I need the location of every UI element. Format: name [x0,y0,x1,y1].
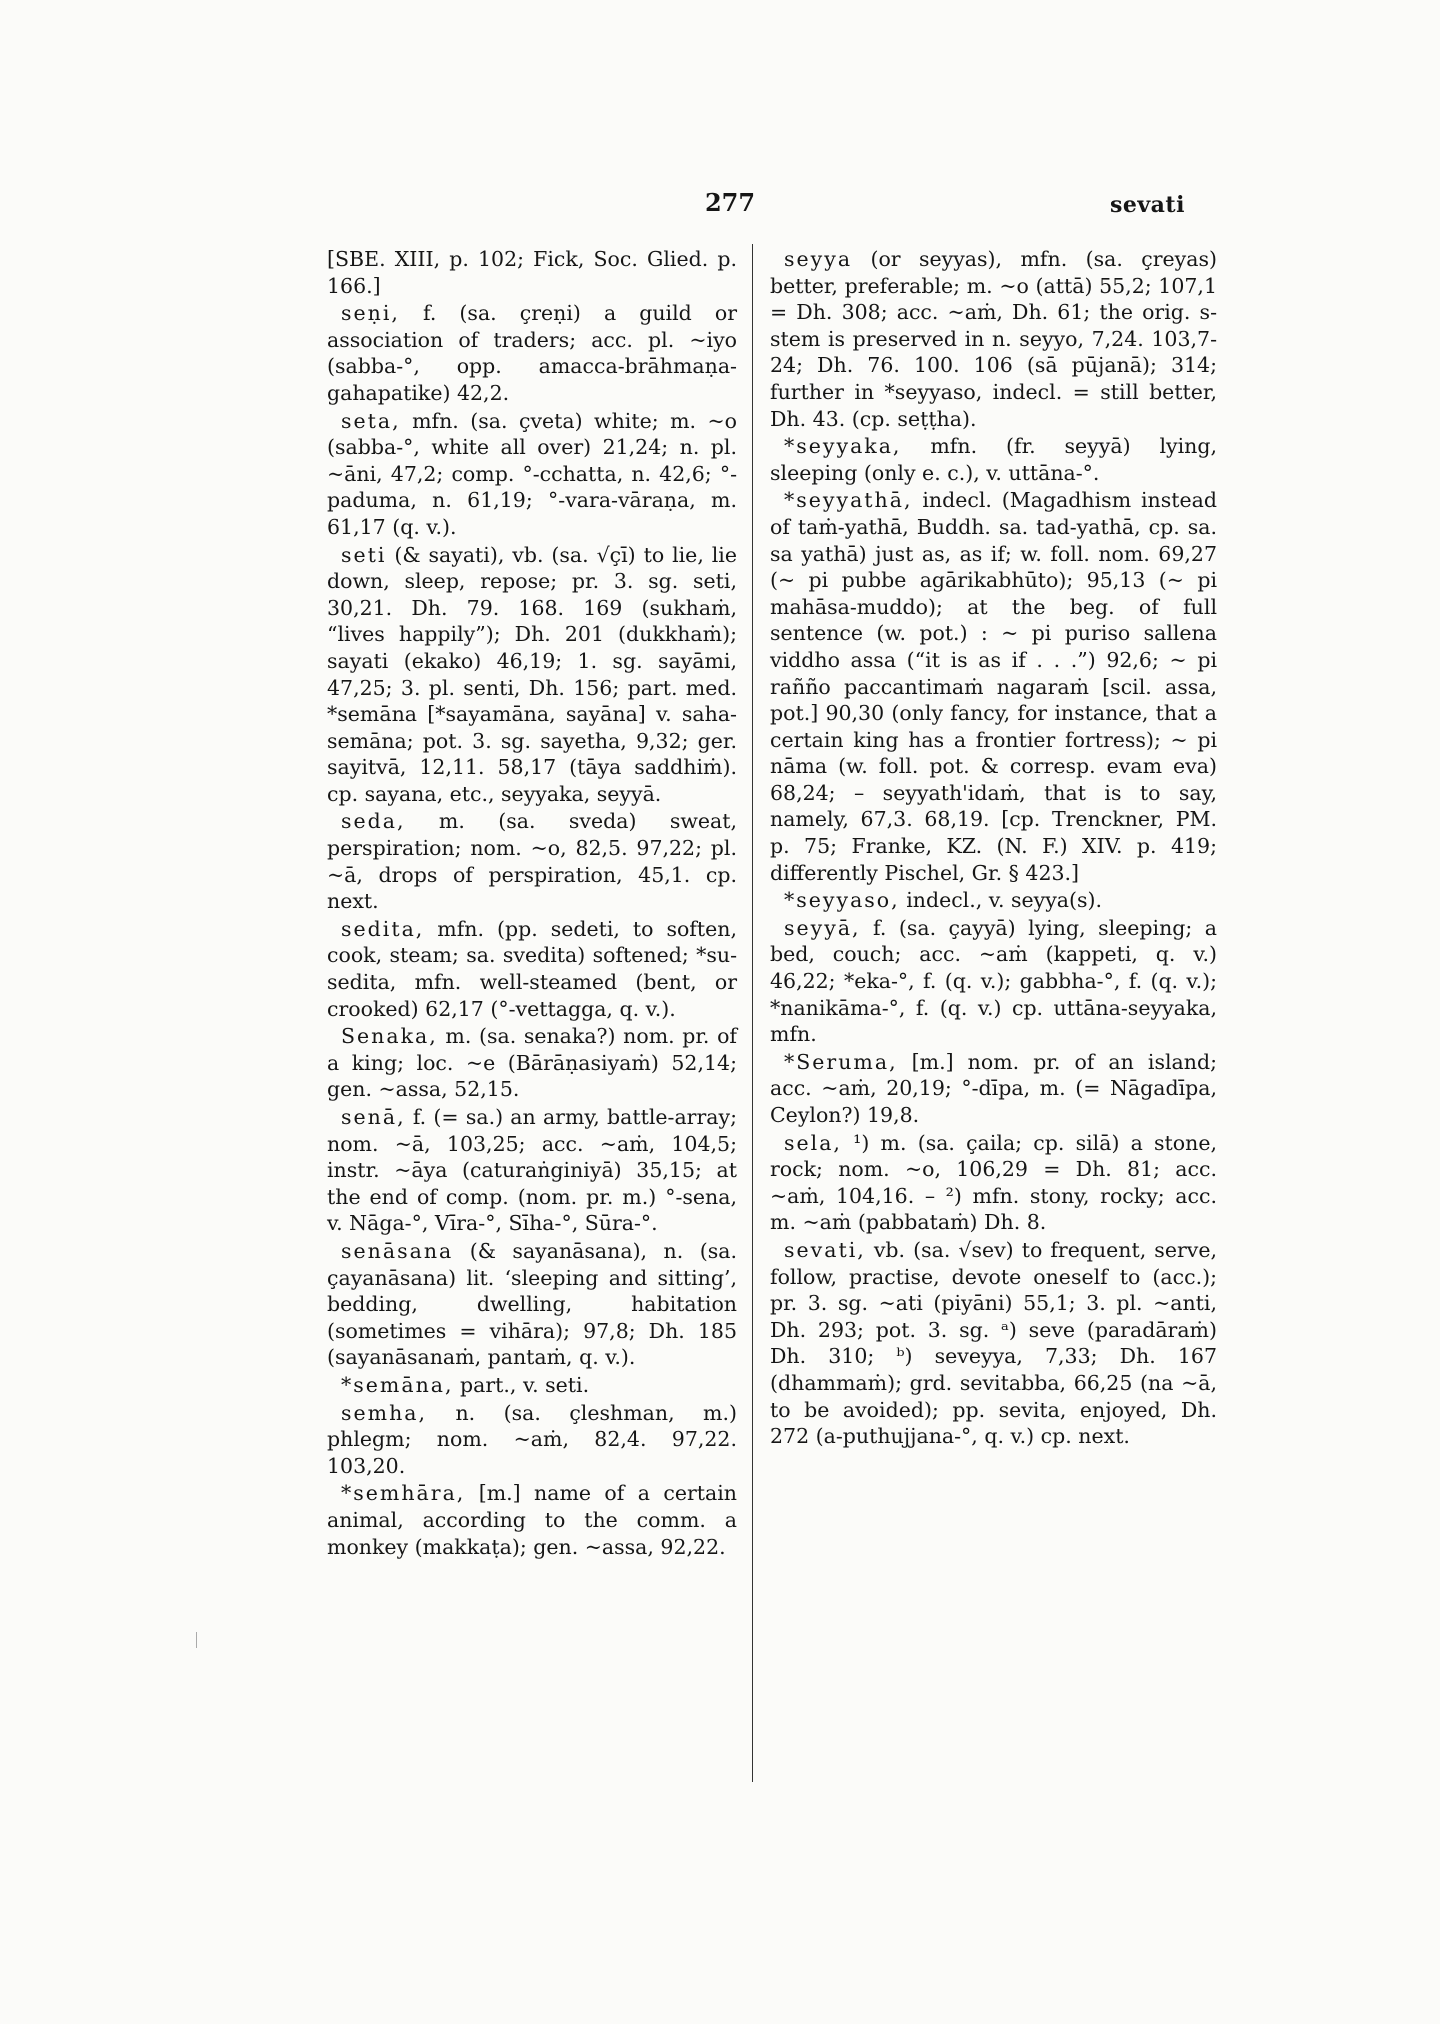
running-head: sevati [1110,192,1185,218]
dictionary-entry [327,916,737,1022]
entry-text: m. (sa. senaka?) nom. pr. of a king; loc. ~e (Bārāṇasiyaṁ) 52,14; gen. ~assa, 52,15. [327,1024,737,1102]
dictionary-entry [770,915,1217,1048]
dictionary-entry [327,1372,737,1399]
entry-text: (& sayati), vb. (sa. √çī) to lie, lie down, sleep, repose; pr. 3. sg. seti, 30,21. Dh. 79. 168. 169 (sukhaṁ, “lives happily”); Dh. 201 (dukkhaṁ); sayati (ekako) 46,19; 1. sg. sayāmi, 47,25; 3. pl. senti, Dh. 156; part. med. *semāna [*sayamāna, sayāna] v. saha-semāna; pot. 3. sg. sayetha, 9,32; ger. sayitvā, 12,11. 58,17 (tāya saddhiṁ). cp. sayana, etc., seyyaka, seyyā. [327,542,737,806]
dictionary-entry [770,1237,1217,1450]
dictionary-entry [327,246,737,299]
dictionary-entry [770,487,1217,886]
dictionary-entry [327,1238,737,1371]
entry-headword: semha, [341,1400,428,1425]
dictionary-entry [327,1400,737,1480]
entry-text: mfn. (sa. çveta) white; m. ~o (sabba-°, white all over) 21,24; n. pl. ~āni, 47,2; comp. °-cchatta, n. 42,6; °-paduma, n. 61,19; °-vara-vāraṇa, m. 61,17 (q. v.). [327,408,737,539]
entry-headword: seṇi, [341,301,400,326]
entry-headword: *Seruma, [784,1049,898,1074]
column-divider [752,244,753,1782]
entry-text: (& sayanāsana), n. (sa. çayanāsana) lit. ‘sleeping and sitting’, bedding, dwelling, habitation (sometimes = vihāra); 97,8; Dh. 185 (sayanāsanaṁ, pantaṁ, q. v.). [327,1238,737,1370]
entry-headword: seyyā, [784,915,861,940]
entry-text: f. (= sa.) an army, battle-array; nom. ~ā, 103,25; acc. ~aṁ, 104,5; instr. ~āya (caturaṅginiyā) 35,15; at the end of comp. (nom. pr. m.) °-sena, v. Nāga-°, Vīra-°, Sīha-°, Sūra-°. [327,1105,737,1236]
entry-text: part., v. seti. [453,1372,590,1397]
entry-text: vb. (sa. √sev) to frequent, serve, follow, practise, devote oneself to (acc.); pr. 3. sg. ~ati (piyāni) 55,1; 3. pl. ~anti, Dh. 293; pot. 3. sg. ᵃ) seve (paradāraṁ) Dh. 310; ᵇ) seveyya, 7,33; Dh. 167 (dhammaṁ); grd. sevitabba, 66,25 (na ~ā, to be avoided); pp. sevita, enjoyed, Dh. 272 (a-puthujjana-°, q. v.) cp. next. [770,1237,1217,1449]
entry-text: indecl., v. seyya(s). [899,888,1103,913]
dictionary-entry [770,246,1217,432]
dictionary-entry [770,887,1217,914]
page-number: 277 [704,188,756,217]
entry-text: mfn. (pp. sedeti, to soften, cook, steam; sa. svedita) softened; *su-sedita, mfn. well-steamed (bent, or crooked) 62,17 (°-vettagga, q. v.). [327,916,737,1021]
entry-headword: *semāna, [341,1372,454,1397]
dictionary-entry [327,542,737,808]
entry-headword: seti [341,542,387,567]
left-column [327,246,737,1561]
entry-headword: seyya [784,247,853,271]
entry-headword: senā, [341,1105,406,1129]
scan-mark [196,1632,197,1648]
dictionary-entry [327,1104,737,1237]
entry-headword: sedita, [341,916,425,941]
dictionary-entry [327,1023,737,1103]
entry-text: indecl. (Magadhism instead of taṁ-yathā, Buddh. sa. tad-yathā, cp. sa. sa yathā) just as, as if; w. foll. nom. 69,27 (~ pi pubbe agārikabhūto); 95,13 (~ pi mahāsa-muddo); at the beg. of full sentence (w. pot.) : ~ pi puriso sallena viddho assa (“it is as if . . .”) 92,6; ~ pi rañño paccantimaṁ nagaraṁ [scil. assa, pot.] 90,30 (only fancy, for instance, that a certain king has a frontier fortress); ~ pi nāma (w. foll. pot. & corresp. evam eva) 68,24; – seyyath'idaṁ, that is to say, namely, 67,3. 68,19. [cp. Trenckner, PM. p. 75; Franke, KZ. (N. F.) XIV. p. 419; differently Pischel, Gr. § 423.] [770,488,1217,885]
entry-headword: sela, [784,1130,842,1155]
entry-text: m. (sa. sveda) sweat, perspiration; nom. ~o, 82,5. 97,22; pl. ~ā, drops of perspiration, 45,1. cp. next. [327,809,737,914]
entry-text: f. (sa. çayyā) lying, sleeping; a bed, couch; acc. ~aṁ (kappeti, q. v.) 46,22; *eka-°, f. (q. v.); gabbha-°, f. (q. v.); *nanikāma-°, f. (q. v.) cp. uttāna-seyyaka, mfn. [770,915,1217,1047]
dictionary-entry [770,1049,1217,1129]
entry-headword: sevati, [784,1237,866,1262]
entry-text: [m.] nom. pr. of an island; acc. ~aṁ, 20,19; °-dīpa, m. (= Nāgadīpa, Ceylon?) 19,8. [770,1049,1217,1127]
dictionary-entry [770,1130,1217,1236]
entry-text: mfn. (fr. seyyā) lying, sleeping (only e. c.), v. uttāna-°. [770,434,1217,485]
entry-headword: *semhāra, [341,1481,466,1506]
dictionary-entry [327,1480,737,1560]
entry-headword: *seyyaso, [784,888,900,913]
dictionary-entry [327,300,737,406]
dictionary-entry [327,808,737,914]
right-column [770,246,1217,1451]
entry-text: [SBE. XIII, p. 102; Fick, Soc. Glied. p. 166.] [327,247,737,298]
entry-text: [m.] name of a certain animal, according to the comm. a monkey (makkaṭa); gen. ~assa, 92,22. [327,1481,737,1559]
entry-text: f. (sa. çreṇi) a guild or association of traders; acc. pl. ~iyo (sabba-°, opp. amacca-brāhmaṇa-gahapatike) 42,2. [327,301,737,405]
entry-headword: *seyyaka, [784,434,902,459]
entry-text: ¹) m. (sa. çaila; cp. silā) a stone, rock; nom. ~o, 106,29 = Dh. 81; acc. ~aṁ, 104,16. – ²) mfn. stony, rocky; acc. m. ~aṁ (pabbataṁ) Dh. 8. [770,1130,1217,1235]
dictionary-entry [327,408,737,541]
dictionary-entry [770,433,1217,486]
entry-headword: seta, [341,408,401,433]
entry-headword: Senaka, [341,1024,438,1049]
entry-headword: senāsana [341,1238,454,1263]
entry-text: n. (sa. çleshman, m.) phlegm; nom. ~aṁ, 82,4. 97,22. 103,20. [327,1400,737,1478]
entry-headword: *seyyathā, [784,488,913,513]
entry-text: (or seyyas), mfn. (sa. çreyas) better, preferable; m. ~o (attā) 55,2; 107,1 = Dh. 308; acc. ~aṁ, Dh. 61; the orig. s-stem is preserved in n. seyyo, 7,24. 103,7-24; Dh. 76. 100. 106 (sā pūjanā); 314; further in *seyyaso, indecl. = still better, Dh. 43. (cp. seṭṭha). [770,247,1217,431]
entry-headword: seda, [341,809,406,834]
